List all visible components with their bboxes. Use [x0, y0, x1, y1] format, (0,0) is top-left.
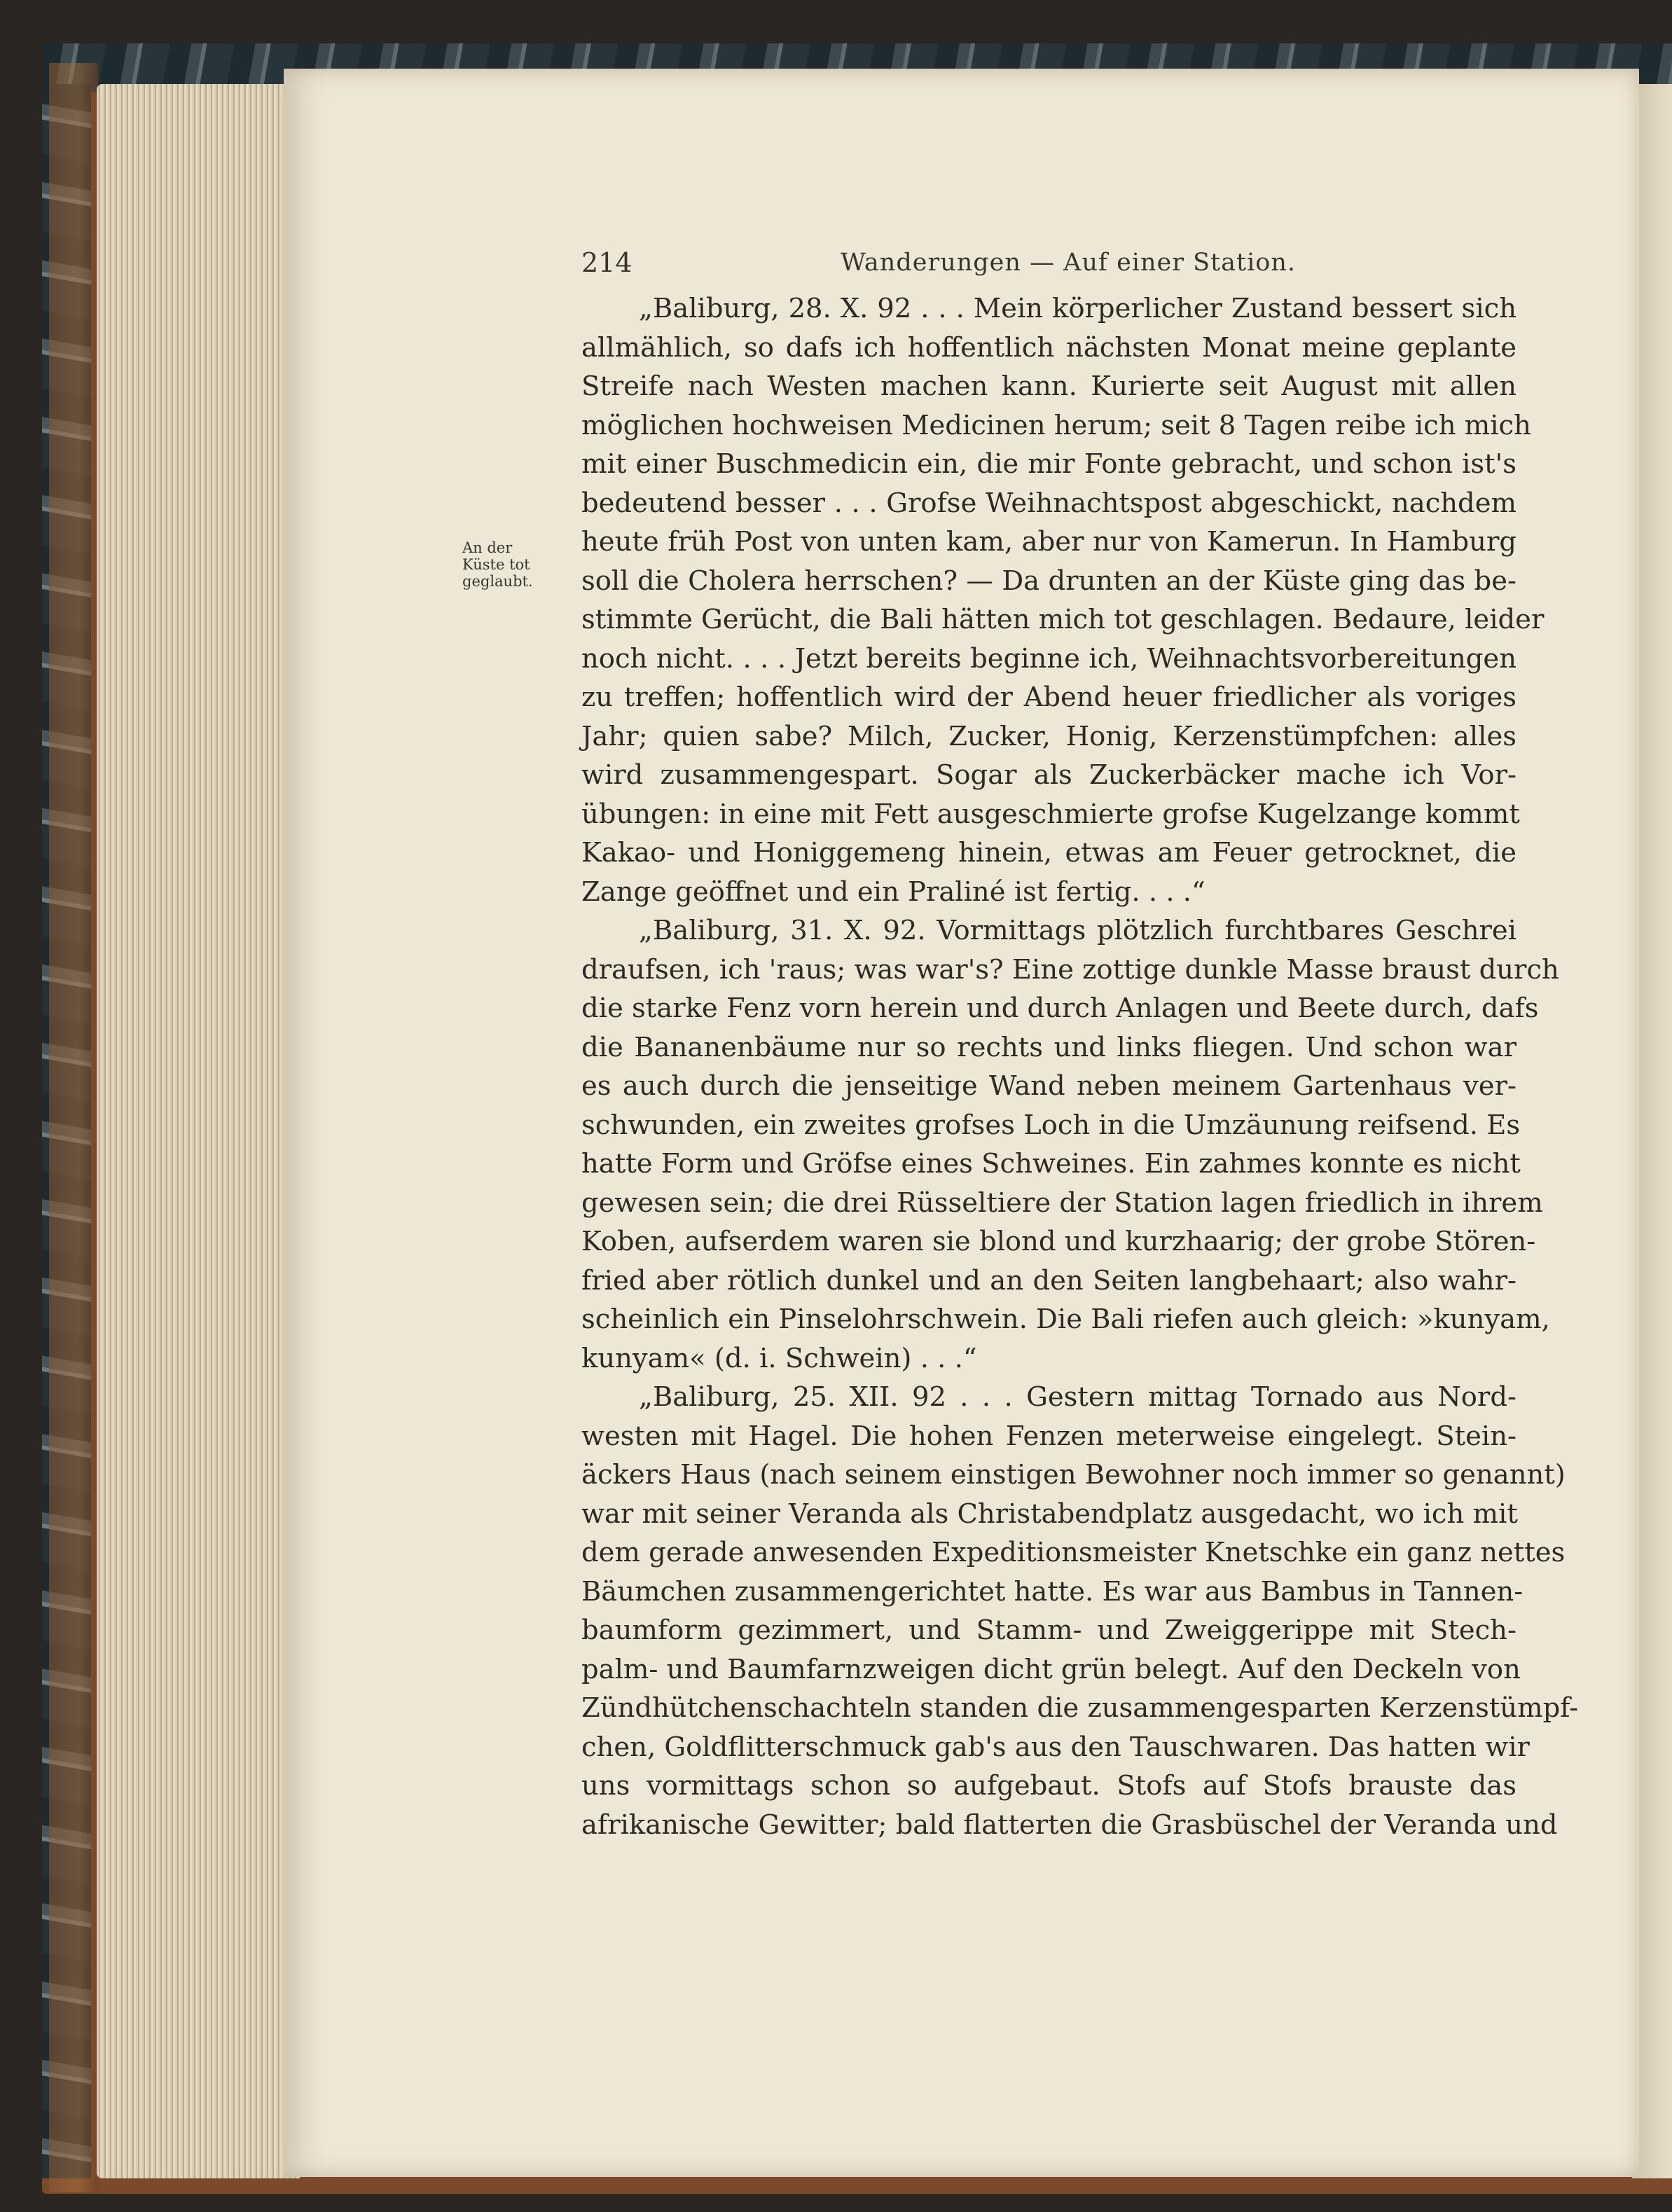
text-line: fried aber rötlich dunkel und an den Seiten langbehaart; also wahr-: [581, 1264, 1516, 1297]
text-line: afrikanische Gewitter; bald flatterten die Grasbüschel der Veranda und: [581, 1809, 1558, 1841]
text-line: „Baliburg, 25. XII. 92 . . . Gestern mittag Tornado aus Nord-: [639, 1381, 1516, 1413]
text-line: gewesen sein; die drei Rüsseltiere der Station lagen friedlich in ihrem: [581, 1187, 1543, 1219]
text-line: heute früh Post von unten kam, aber nur von Kamerun. In Hamburg: [581, 526, 1516, 558]
text-line: bedeutend besser . . . Grofse Weihnachtspost abgeschickt, nachdem: [581, 487, 1516, 519]
page-header: [581, 247, 1513, 282]
text-line: noch nicht. . . . Jetzt bereits beginne ich, Weihnachtsvorbereitungen: [581, 642, 1516, 675]
text-line: übungen: in eine mit Fett ausgeschmierte grofse Kugelzange kommt: [581, 798, 1520, 830]
text-line: Streife nach Westen machen kann. Kurierte seit August mit allen: [581, 371, 1516, 402]
text-line: Jahr; quien sabe? Milch, Zucker, Honig, Kerzenstümpfchen: alles: [581, 720, 1516, 752]
text-line: Koben, aufserdem waren sie blond und kurzhaarig; der grobe Stören-: [581, 1226, 1536, 1257]
running-head: Wanderungen — Auf einer Station.: [841, 249, 1297, 277]
text-line: Kakao- und Honiggemeng hinein, etwas am Feuer getrocknet, die: [581, 837, 1516, 869]
text-line: es auch durch die jenseitige Wand neben meinem Gartenhaus ver-: [581, 1070, 1516, 1102]
margin-note-line: geglaubt.: [462, 573, 533, 590]
text-line: baumform gezimmert, und Stamm- und Zweiggerippe mit Stech-: [581, 1615, 1516, 1646]
text-line: uns vormittags schon so aufgebaut. Stofs auf Stofs brauste das: [581, 1770, 1516, 1802]
text-line: palm- und Baumfarnzweigen dicht grün belegt. Auf den Deckeln von: [581, 1653, 1521, 1685]
text-line: soll die Cholera herrschen? — Da drunten an der Küste ging das be-: [581, 565, 1516, 597]
margin-note: [462, 539, 553, 590]
page-number: 214: [581, 247, 633, 278]
text-line: „Baliburg, 28. X. 92 . . . Mein körperlicher Zustand bessert sich: [639, 293, 1516, 324]
text-line: schwunden, ein zweites grofses Loch in die Umzäunung reifsend. Es: [581, 1109, 1521, 1141]
text-line: zu treffen; hoffentlich wird der Abend heuer friedlicher als voriges: [581, 682, 1516, 713]
text-line: kunyam« (d. i. Schwein) . . .“: [581, 1342, 977, 1374]
text-line: scheinlich ein Pinselohrschwein. Die Bali riefen auch gleich: »kunyam,: [581, 1304, 1550, 1335]
text-line: draufsen, ich 'raus; was war's? Eine zottige dunkle Masse braust durch: [581, 953, 1559, 986]
text-line: „Baliburg, 31. X. 92. Vormittags plötzlich furchtbares Geschrei: [639, 915, 1516, 946]
text-line: möglichen hochweisen Medicinen herum; seit 8 Tagen reibe ich mich: [581, 409, 1531, 441]
text-line: chen, Goldflitterschmuck gab's aus den Tauschwaren. Das hatten wir: [581, 1731, 1530, 1763]
text-line: Bäumchen zusammengerichtet hatte. Es war aus Bambus in Tannen-: [581, 1575, 1524, 1608]
page-edges: [97, 84, 300, 2178]
text-line: westen mit Hagel. Die hohen Fenzen meterweise eingelegt. Stein-: [581, 1420, 1516, 1452]
margin-note-line: Küste tot: [462, 556, 530, 573]
text-line: wird zusammengespart. Sogar als Zuckerbäcker mache ich Vor-: [581, 759, 1516, 791]
text-line: mit einer Buschmedicin ein, die mir Fonte gebracht, und schon ist's: [581, 448, 1516, 480]
text-line: die Bananenbäume nur so rechts und links fliegen. Und schon war: [581, 1031, 1516, 1063]
text-line: allmählich, so dafs ich hoffentlich nächsten Monat meine geplante: [581, 331, 1516, 364]
text-line: Zündhütchenschachteln standen die zusammengesparten Kerzenstümpf-: [581, 1692, 1579, 1724]
text-line: hatte Form und Gröfse eines Schweines. Ein zahmes konnte es nicht: [581, 1148, 1521, 1180]
text-line: stimmte Gerücht, die Bali hätten mich tot geschlagen. Bedaure, leider: [581, 604, 1545, 635]
text-line: dem gerade anwesenden Expeditionsmeister Knetschke ein ganz nettes: [581, 1537, 1566, 1568]
text-line: die starke Fenz vorn herein und durch Anlagen und Beete durch, dafs: [581, 993, 1539, 1024]
text-line: äckers Haus (nach seinem einstigen Bewohner noch immer so genannt): [581, 1459, 1566, 1491]
text-line: Zange geöffnet und ein Praliné ist fertig. . . .“: [581, 876, 1205, 908]
margin-note-line: An der: [462, 539, 513, 556]
leather-spine-edge: [49, 63, 98, 2192]
body-text: [581, 289, 1579, 1844]
text-line: war mit seiner Veranda als Christabendplatz ausgedacht, wo ich mit: [581, 1498, 1518, 1530]
